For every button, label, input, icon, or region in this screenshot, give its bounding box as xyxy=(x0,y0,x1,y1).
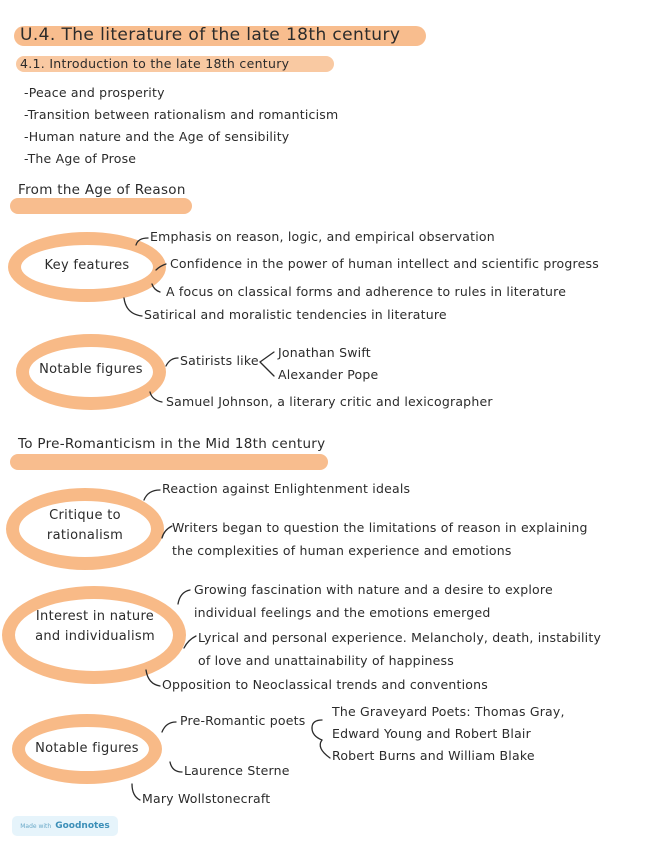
interest-label-line1: Interest in nature xyxy=(35,609,155,624)
poet-line: Edward Young and Robert Blair xyxy=(332,726,531,741)
satirists-label: Satirists like xyxy=(180,353,259,368)
intro-bullet: -Peace and prosperity xyxy=(24,85,165,100)
goodnotes-logo: Goodnotes xyxy=(55,821,110,831)
notable-figure-other: Samuel Johnson, a literary critic and lexicographer xyxy=(166,394,493,409)
critique-item: Reaction against Enlightenment ideals xyxy=(162,481,411,496)
interest-item: Lyrical and personal experience. Melancholy, death, instability xyxy=(198,630,602,645)
poets-label: Pre-Romantic poets xyxy=(180,713,306,728)
section1-heading: From the Age of Reason xyxy=(18,182,186,198)
notable-figure-other: Laurence Sterne xyxy=(184,763,290,778)
interest-item: Opposition to Neoclassical trends and conventions xyxy=(162,677,488,692)
notable-figures-label: Notable figures xyxy=(35,741,139,756)
goodnotes-badge xyxy=(12,816,118,836)
page-title: U.4. The literature of the late 18th century xyxy=(20,25,401,45)
interest-item: Growing fascination with nature and a desire to explore xyxy=(194,582,553,597)
key-feature-item: Emphasis on reason, logic, and empirical observation xyxy=(150,229,495,244)
page-subtitle: 4.1. Introduction to the late 18th century xyxy=(20,56,290,71)
section2-heading: To Pre-Romanticism in the Mid 18th century xyxy=(18,436,326,452)
interest-item: individual feelings and the emotions emerged xyxy=(194,605,491,620)
intro-bullet: -Human nature and the Age of sensibility xyxy=(24,129,290,144)
critique-label-line2: rationalism xyxy=(46,528,124,543)
critique-item: the complexities of human experience and emotions xyxy=(172,543,512,558)
intro-bullet: -The Age of Prose xyxy=(24,151,137,166)
intro-bullet: -Transition between rationalism and romanticism xyxy=(24,107,339,122)
critique-item: Writers began to question the limitations of reason in explaining xyxy=(172,520,588,535)
interest-label-line2: and individualism xyxy=(35,629,155,644)
key-feature-item: Satirical and moralistic tendencies in literature xyxy=(144,307,447,322)
key-features-label: Key features xyxy=(44,258,130,273)
notable-figures-label: Notable figures xyxy=(39,362,143,377)
satirist-name: Alexander Pope xyxy=(278,367,379,382)
key-feature-item: A focus on classical forms and adherence to rules in literature xyxy=(166,284,567,299)
interest-item: of love and unattainability of happiness xyxy=(198,653,454,668)
poet-line: The Graveyard Poets: Thomas Gray, xyxy=(332,704,565,719)
satirist-name: Jonathan Swift xyxy=(278,345,371,360)
poet-line: Robert Burns and William Blake xyxy=(332,748,535,763)
made-with-label: Made with xyxy=(20,822,52,830)
notable-figure-other: Mary Wollstonecraft xyxy=(142,791,271,806)
critique-label-line1: Critique to xyxy=(49,508,121,523)
key-feature-item: Confidence in the power of human intellect and scientific progress xyxy=(170,256,599,271)
